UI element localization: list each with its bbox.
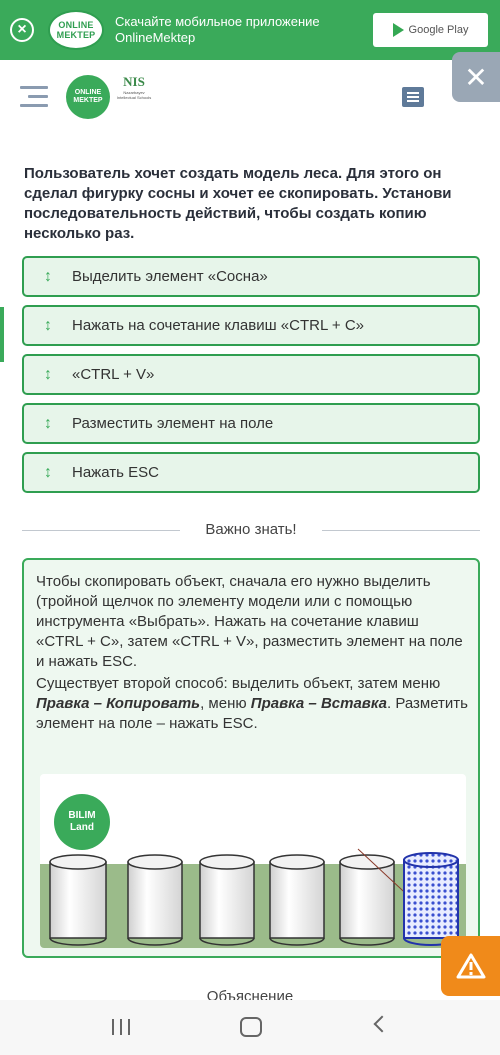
menu-icon[interactable] bbox=[20, 86, 48, 108]
report-button[interactable] bbox=[441, 936, 500, 996]
info-paragraph-1: Чтобы скопировать объект, сначала его нужно выделить (тройной щелчок по элементу модели или с помощью инструмента «Выбрать». Нажать на сочетание клавиш «CTRL + C», затем «CTRL + V», разместить элемент на поле и нажать ESC. bbox=[36, 573, 463, 670]
explanation-heading: Объяснение bbox=[206, 988, 294, 1000]
sortable-list bbox=[22, 256, 480, 501]
recent-apps-icon[interactable] bbox=[112, 1019, 132, 1035]
nis-logo: NIS Nazarbayev Intellectual Schools bbox=[116, 74, 152, 100]
close-button[interactable]: ✕ bbox=[452, 52, 500, 102]
sortable-item-label: Выделить элемент «Сосна» bbox=[72, 268, 268, 285]
copy-illustration bbox=[40, 774, 466, 948]
sortable-item[interactable] bbox=[22, 305, 480, 346]
sortable-item[interactable] bbox=[22, 354, 480, 395]
google-play-icon bbox=[393, 23, 404, 37]
cylinders-image bbox=[40, 774, 466, 948]
sortable-item[interactable] bbox=[22, 256, 480, 297]
app-header bbox=[0, 60, 500, 140]
cylinder bbox=[340, 855, 394, 945]
cylinder bbox=[270, 855, 324, 945]
back-icon[interactable] bbox=[374, 1016, 391, 1033]
question-text: Пользователь хочет создать модель леса. Для этого он сделал фигурку сосны и хочет ее скопировать. Установи последовательность действий, чтобы создать копию несколько раз. bbox=[24, 165, 452, 242]
selected-cylinder bbox=[404, 853, 458, 945]
side-tab[interactable] bbox=[0, 307, 4, 362]
updown-arrow-icon[interactable]: ↕ bbox=[44, 365, 52, 383]
bilimland-logo: BILIM Land bbox=[54, 794, 110, 850]
home-icon[interactable] bbox=[240, 1017, 262, 1037]
important-divider bbox=[22, 519, 480, 541]
sortable-item-label: Нажать ESC bbox=[72, 464, 159, 481]
info-paragraph-2: Существует второй способ: выделить объект, затем меню Правка – Копировать, меню Правка – Вставка. Разметить элемент на поле – нажать ESC. bbox=[36, 675, 468, 732]
info-box bbox=[22, 558, 480, 958]
sortable-item-label: Нажать на сочетание клавиш «CTRL + C» bbox=[72, 317, 365, 334]
google-play-label: Google Play bbox=[408, 24, 469, 36]
updown-arrow-icon[interactable]: ↕ bbox=[44, 316, 52, 334]
sortable-item[interactable] bbox=[22, 403, 480, 444]
updown-arrow-icon[interactable]: ↕ bbox=[44, 463, 52, 481]
cylinder bbox=[50, 855, 106, 945]
app-download-banner bbox=[0, 0, 500, 60]
sortable-item-label: «CTRL + V» bbox=[72, 366, 155, 383]
onlinemektep-logo[interactable]: ONLINE MEKTEP bbox=[66, 75, 110, 119]
cylinder bbox=[128, 855, 182, 945]
close-icon[interactable]: × bbox=[10, 18, 34, 42]
sortable-item-label: Разместить элемент на поле bbox=[72, 415, 274, 432]
important-heading: Важно знать! bbox=[205, 521, 297, 538]
updown-arrow-icon[interactable]: ↕ bbox=[44, 267, 52, 285]
cylinder bbox=[200, 855, 254, 945]
system-nav-bar bbox=[0, 1000, 500, 1055]
updown-arrow-icon[interactable]: ↕ bbox=[44, 414, 52, 432]
google-play-button[interactable] bbox=[373, 13, 488, 47]
onlinemektep-logo: ONLINE MEKTEP bbox=[48, 10, 104, 50]
sortable-item[interactable] bbox=[22, 452, 480, 493]
warning-icon bbox=[456, 952, 486, 980]
list-icon[interactable] bbox=[402, 87, 424, 107]
banner-text: Скачайте мобильное приложение OnlineMektep bbox=[115, 14, 320, 45]
